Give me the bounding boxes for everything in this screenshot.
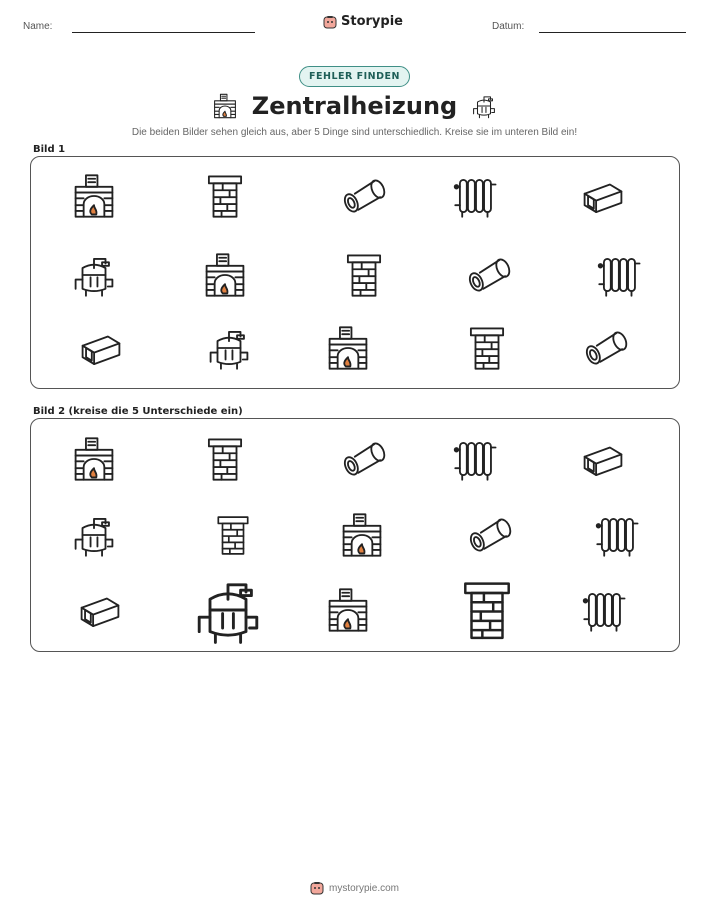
- chimney-icon: [212, 514, 254, 556]
- date-field[interactable]: [539, 32, 686, 33]
- pipe-icon: [467, 512, 513, 558]
- instructions: Die beiden Bilder sehen gleich aus, aber 5 Dinge sind unterschiedlich. Kreise sie im unteren Bild ein!: [131, 127, 578, 138]
- chimney-icon: [202, 436, 248, 482]
- radiator-icon: [595, 512, 641, 558]
- duct-icon: [580, 173, 626, 219]
- boiler-icon: [71, 252, 117, 298]
- fireplace-icon: [71, 173, 117, 219]
- fireplace-icon: [71, 436, 117, 482]
- chimney-icon: [341, 252, 387, 298]
- chimney-icon: [464, 325, 510, 371]
- duct-icon: [78, 325, 124, 371]
- pipe-icon: [341, 436, 387, 482]
- radiator-icon: [582, 587, 628, 633]
- pipe-icon: [466, 252, 512, 298]
- name-label: Name:: [23, 21, 53, 32]
- fireplace-icon: [325, 587, 371, 633]
- chimney-icon: [202, 173, 248, 219]
- picture1-label: Bild 1: [33, 144, 66, 155]
- brand-logo: [323, 14, 403, 29]
- footer: [310, 881, 399, 895]
- boiler-icon: [192, 574, 264, 646]
- storypie-icon: [323, 15, 337, 29]
- page-title-row: [212, 92, 497, 120]
- chimney-icon: [456, 579, 518, 641]
- date-label: Datum:: [492, 21, 525, 32]
- radiator-icon: [453, 436, 499, 482]
- picture2-label: Bild 2 (kreise die 5 Unterschiede ein): [33, 406, 243, 417]
- storypie-icon: [310, 881, 324, 895]
- duct-icon: [77, 587, 123, 633]
- pipe-icon: [583, 325, 629, 371]
- radiator-icon: [453, 173, 499, 219]
- name-field[interactable]: [72, 32, 255, 33]
- fireplace-icon: [202, 252, 248, 298]
- pipe-icon: [341, 173, 387, 219]
- fireplace-icon: [212, 93, 238, 119]
- radiator-icon: [597, 252, 643, 298]
- boiler-icon: [71, 512, 117, 558]
- boiler-icon: [471, 93, 497, 119]
- brand-name: Storypie: [341, 14, 403, 29]
- boiler-icon: [206, 325, 252, 371]
- fireplace-icon: [325, 325, 371, 371]
- duct-icon: [580, 436, 626, 482]
- fireplace-icon: [339, 512, 385, 558]
- page-title: Zentralheizung: [251, 92, 458, 120]
- activity-badge: FEHLER FINDEN: [299, 66, 410, 87]
- footer-url[interactable]: mystorypie.com: [328, 882, 399, 894]
